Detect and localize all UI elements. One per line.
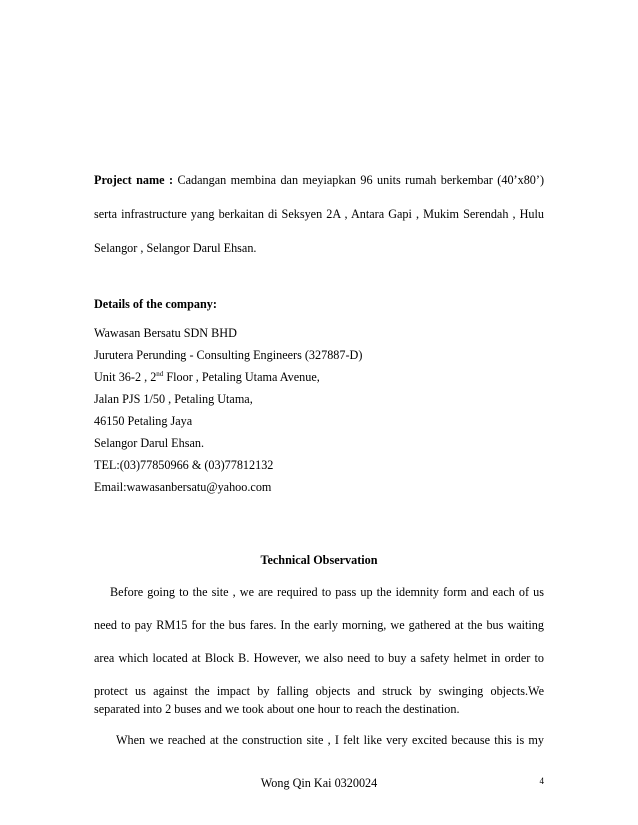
section-title xyxy=(0,553,638,568)
paragraph-1-line-3: area which located at Block B. However, we also need to buy a safety helmet in order to xyxy=(94,651,544,665)
paragraph-2-line-1: When we reached at the construction site , I felt like very excited because this is my xyxy=(116,733,544,747)
project-line-1 xyxy=(94,173,544,188)
paragraph-1-line-2: need to pay RM15 for the bus fares. In the early morning, we gathered at the bus waiting xyxy=(94,618,544,632)
address-1-pre: Unit 36-2 , 2 xyxy=(94,370,157,384)
address-1-post: Floor , Petaling Utama Avenue, xyxy=(163,370,320,384)
company-heading-text: Details of the company: xyxy=(94,297,217,311)
project-label: Project name : xyxy=(94,173,174,187)
company-name: Wawasan Bersatu SDN BHD xyxy=(94,326,237,340)
address-1-sup: nd xyxy=(156,369,164,378)
paragraph-1-line-1: Before going to the site , we are required to pass up the idemnity form and each of us xyxy=(110,585,544,599)
project-line-2: serta infrastructure yang berkaitan di Seksyen 2A , Antara Gapi , Mukim Serendah , Hulu xyxy=(94,207,544,221)
project-line-1-text: Cadangan membina dan meyiapkan 96 units rumah berkembar (40’x80’) xyxy=(177,173,545,187)
company-email: Email:wawasanbersatu@yahoo.com xyxy=(94,480,272,494)
page-number: 4 xyxy=(539,776,544,786)
footer-author: Wong Qin Kai 0320024 xyxy=(260,776,378,790)
company-tel: TEL:(03)77850966 & (03)77812132 xyxy=(94,458,274,472)
section-title-text: Technical Observation xyxy=(260,553,378,567)
project-line-3: Selangor , Selangor Darul Ehsan. xyxy=(94,241,257,255)
company-address-2: Jalan PJS 1/50 , Petaling Utama, xyxy=(94,392,253,406)
company-address-3: 46150 Petaling Jaya xyxy=(94,414,193,428)
company-heading xyxy=(94,297,217,312)
company-address-1 xyxy=(94,370,320,385)
paragraph-1-line-5: separated into 2 buses and we took about one hour to reach the destination. xyxy=(94,702,460,716)
paragraph-1-line-4: protect us against the impact by falling objects and struck by swinging objects.We xyxy=(94,684,544,698)
company-subtitle: Jurutera Perunding - Consulting Engineers (327887-D) xyxy=(94,348,363,362)
company-address-4: Selangor Darul Ehsan. xyxy=(94,436,204,450)
